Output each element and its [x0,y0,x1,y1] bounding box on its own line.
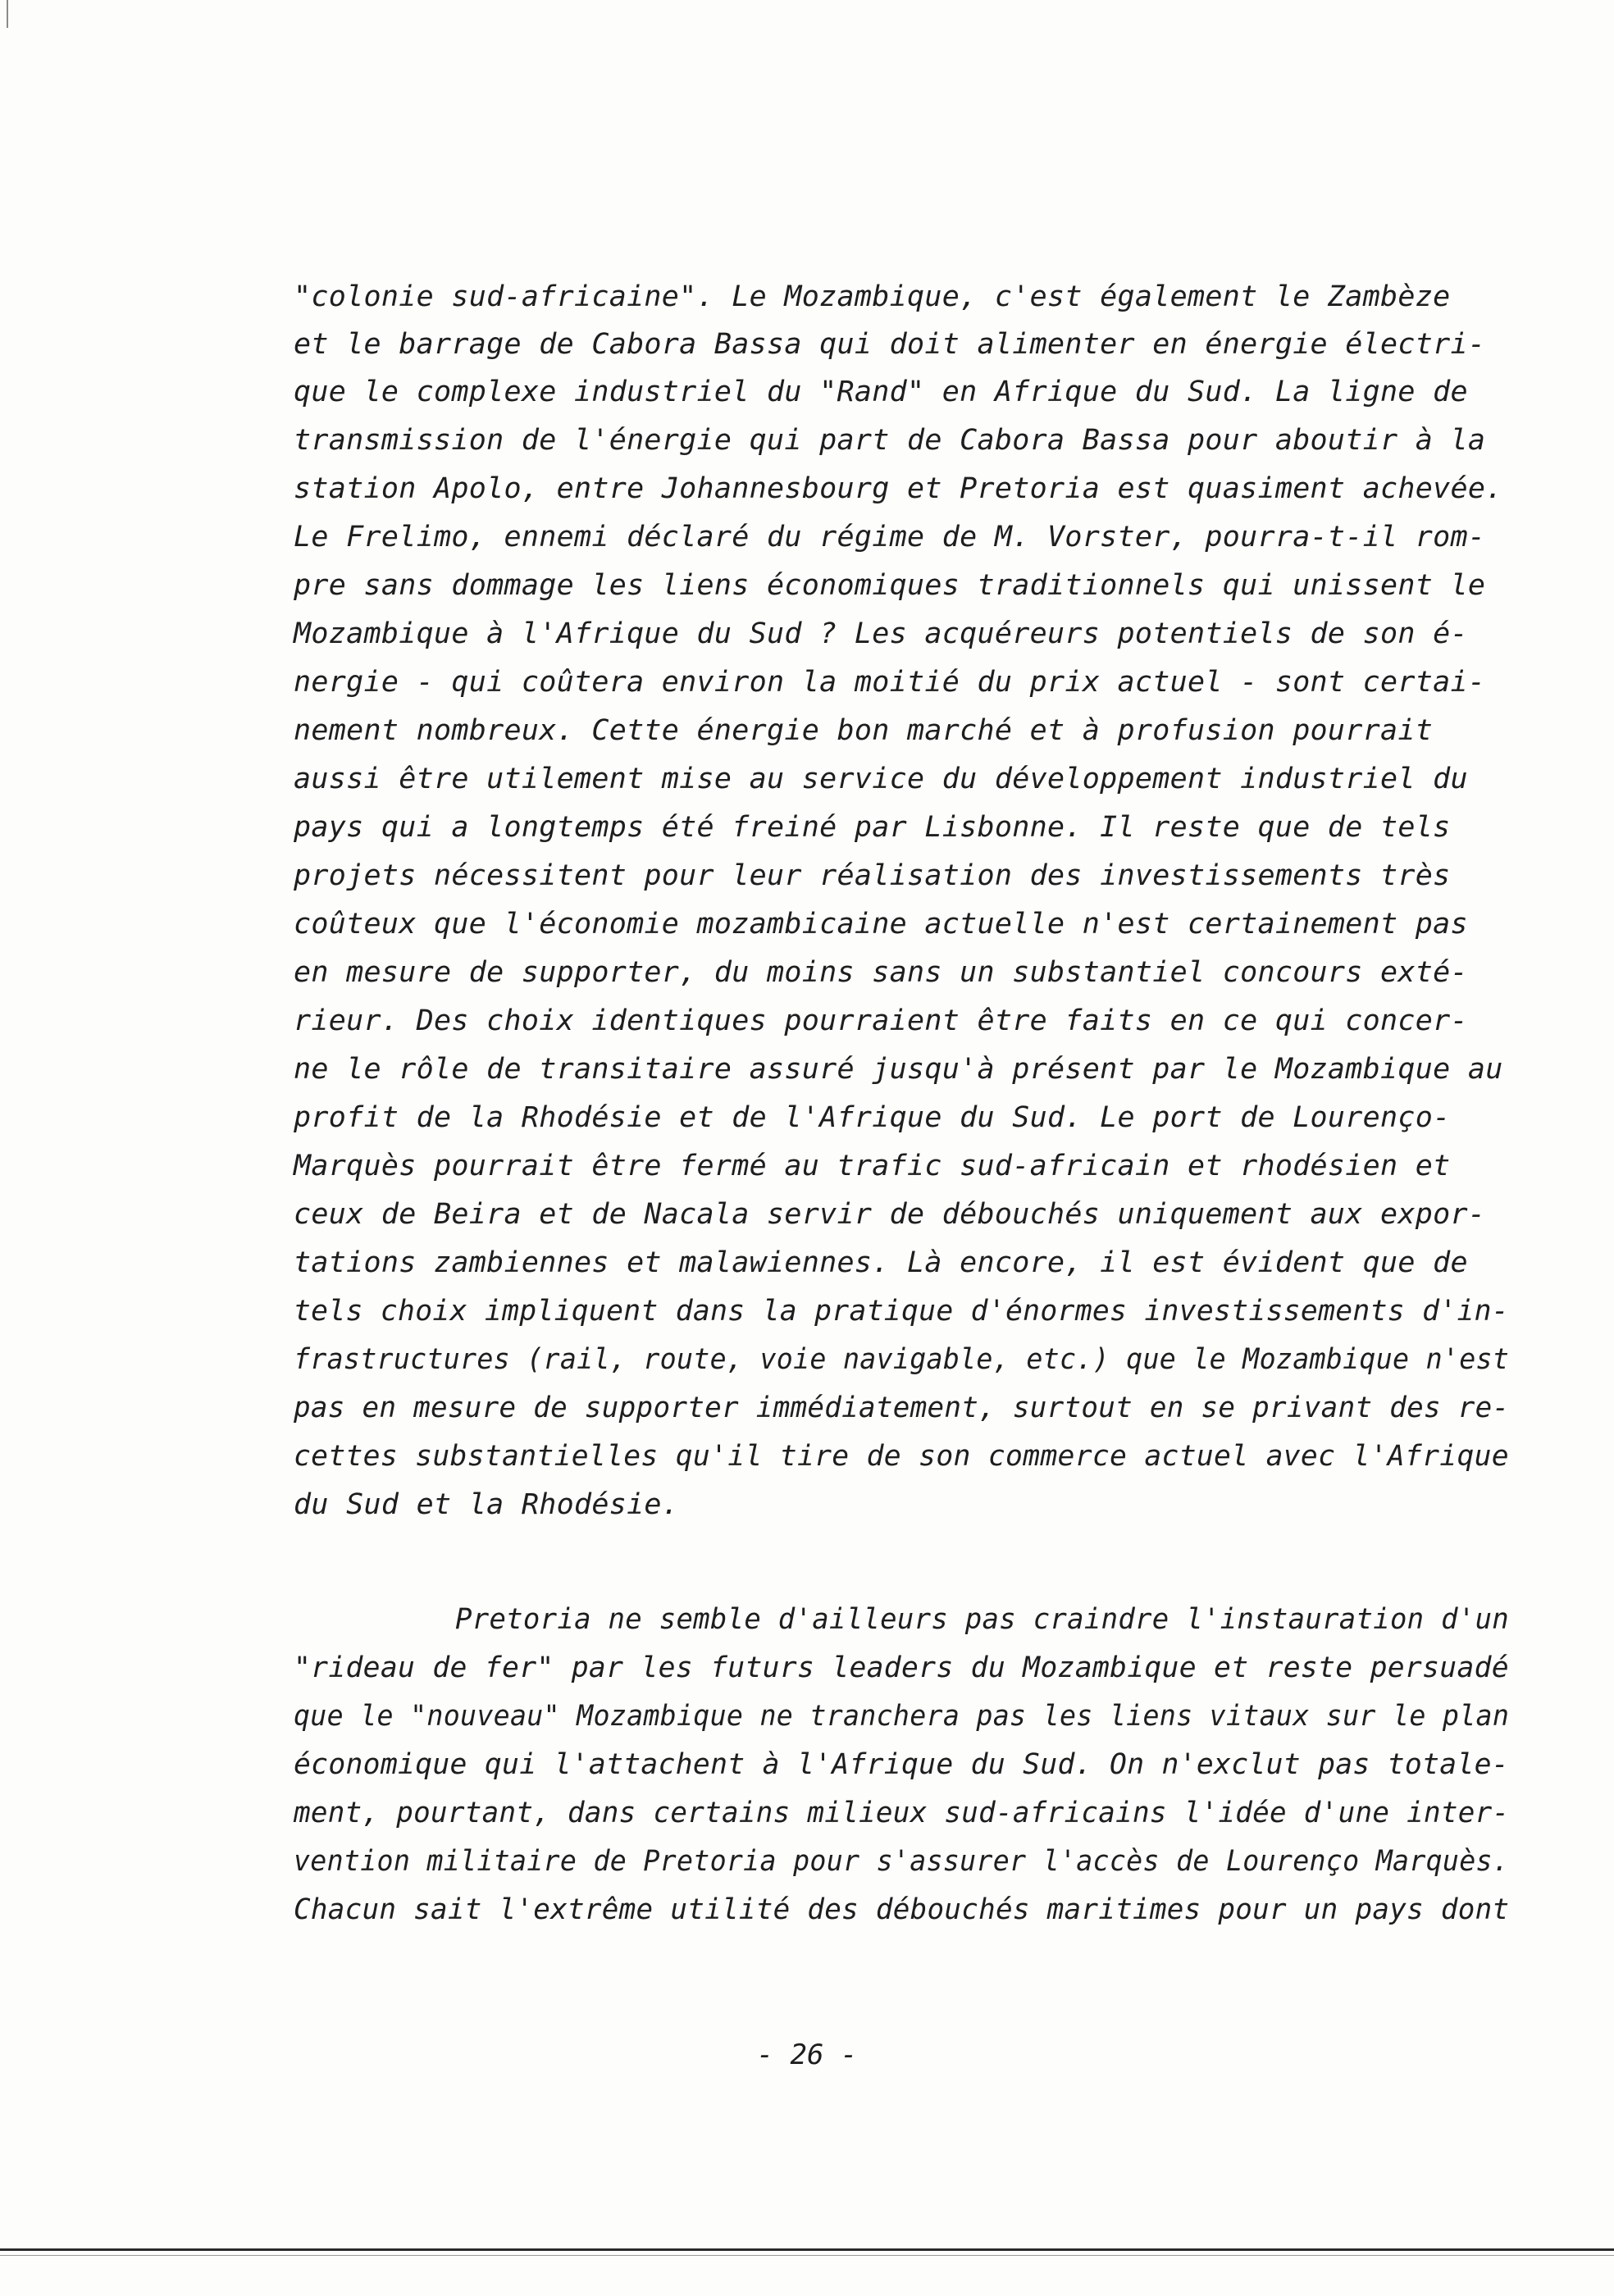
text-line: tels choix impliquent dans la pratique d'énormes investissements d'in- [294,1295,1509,1328]
text-line: rieur. Des choix identiques pourraient être faits en ce qui concer- [294,1004,1468,1037]
text-line: ceux de Beira et de Nacala servir de débouchés uniquement aux expor- [294,1198,1486,1231]
text-line: Chacun sait l'extrême utilité des débouchés maritimes pour un pays dont [294,1893,1510,1926]
bottom-rule [0,2248,1614,2251]
text-line: station Apolo, entre Johannesbourg et Pretoria est quasiment achevée. [294,472,1503,505]
page-number: - 26 - [756,2039,858,2071]
bottom-rule-thin [0,2255,1614,2256]
text-line: tations zambiennes et malawiennes. Là encore, il est évident que de [294,1246,1468,1279]
text-line: Pretoria ne semble d'ailleurs pas craindre l'instauration d'un [455,1603,1510,1636]
scan-edge-mark [7,0,8,28]
text-line: que le "nouveau" Mozambique ne tranchera pas les liens vitaux sur le plan [294,1700,1510,1733]
text-line: cettes substantielles qu'il tire de son commerce actuel avec l'Afrique [294,1440,1509,1473]
text-line: pas en mesure de supporter immédiatement, surtout en se privant des re- [294,1392,1510,1424]
text-line: vention militaire de Pretoria pour s'assurer l'accès de Lourenço Marquès. [294,1845,1510,1878]
text-line: profit de la Rhodésie et de l'Afrique du Sud. Le port de Lourenço- [294,1101,1451,1134]
text-line: pre sans dommage les liens économiques traditionnels qui unissent le [294,569,1486,602]
text-line: pays qui a longtemps été freiné par Lisbonne. Il reste que de tels [294,811,1451,844]
text-line: Mozambique à l'Afrique du Sud ? Les acquéreurs potentiels de son é- [294,617,1468,650]
text-line: aussi être utilement mise au service du développement industriel du [294,763,1468,795]
text-line: transmission de l'énergie qui part de Cabora Bassa pour aboutir à la [294,424,1486,457]
text-line: projets nécessitent pour leur réalisation des investissements très [294,859,1451,892]
text-line: frastructures (rail, route, voie navigable, etc.) que le Mozambique n'est [294,1343,1510,1376]
text-line: Marquès pourrait être fermé au trafic sud-africain et rhodésien et [294,1150,1451,1182]
text-line: "rideau de fer" par les futurs leaders du Mozambique et reste persuadé [294,1651,1509,1684]
text-line: et le barrage de Cabora Bassa qui doit alimenter en énergie électri- [294,328,1486,361]
text-line: ne le rôle de transitaire assuré jusqu'à présent par le Mozambique au [294,1053,1503,1086]
text-line: nergie - qui coûtera environ la moitié du prix actuel - sont certai- [294,666,1486,699]
text-line: du Sud et la Rhodésie. [294,1488,680,1521]
text-line: que le complexe industriel du "Rand" en Afrique du Sud. La ligne de [294,376,1468,408]
text-line: "colonie sud-africaine". Le Mozambique, c'est également le Zambèze [294,280,1451,313]
text-line: en mesure de supporter, du moins sans un substantiel concours exté- [294,956,1468,989]
text-line: nement nombreux. Cette énergie bon marché et à profusion pourrait [294,714,1434,747]
text-line: économique qui l'attachent à l'Afrique du Sud. On n'exclut pas totale- [294,1748,1509,1781]
text-line: ment, pourtant, dans certains milieux sud-africains l'idée d'une inter- [294,1797,1510,1829]
text-line: coûteux que l'économie mozambicaine actuelle n'est certainement pas [294,908,1468,941]
text-line: Le Frelimo, ennemi déclaré du régime de M. Vorster, pourra-t-il rom- [294,521,1486,554]
